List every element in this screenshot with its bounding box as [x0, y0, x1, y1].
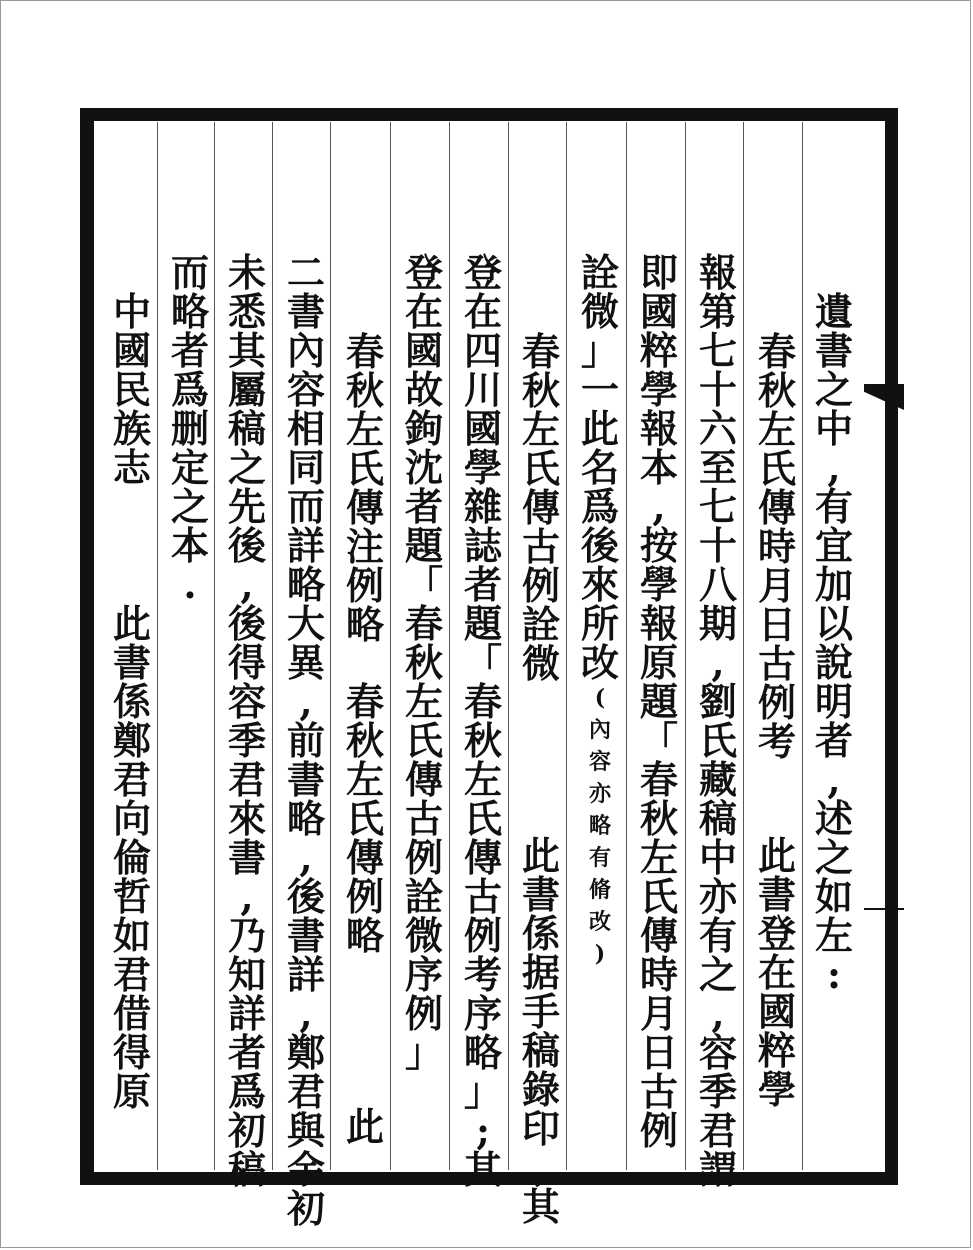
glyph: 例 — [757, 680, 796, 725]
glyph: 報 — [639, 601, 678, 646]
glyph: 之 — [814, 367, 853, 412]
text-column — [690, 250, 746, 1192]
glyph: 者 — [814, 718, 853, 763]
glyph: 氏 — [404, 718, 443, 763]
glyph: 中 — [698, 835, 737, 880]
glyph: 古 — [521, 524, 560, 569]
glyph: 如 — [814, 874, 853, 919]
glyph: 「 — [404, 562, 443, 607]
glyph: 鉤 — [404, 406, 443, 451]
text-column — [278, 250, 334, 1231]
text-column — [396, 250, 452, 1075]
glyph: 十 — [698, 523, 737, 568]
text-column — [219, 250, 275, 1192]
glyph: 左 — [521, 407, 560, 452]
glyph: 左 — [345, 407, 384, 452]
glyph: 例 — [639, 1108, 678, 1153]
glyph: 爲 — [227, 1069, 266, 1114]
glyph: 後 — [227, 523, 266, 568]
glyph: 述 — [814, 796, 853, 841]
text-column — [749, 833, 805, 1112]
glyph: 氏 — [345, 446, 384, 491]
glyph: 此 — [521, 833, 560, 878]
glyph: 春 — [404, 601, 443, 646]
glyph: 一 — [580, 367, 619, 412]
glyph: 書 — [814, 328, 853, 373]
glyph: 劉 — [698, 679, 737, 724]
glyph: 藏 — [698, 757, 737, 802]
glyph: 脩 — [588, 877, 611, 903]
glyph: 有 — [588, 845, 611, 871]
glyph: 左 — [757, 407, 796, 452]
glyph: 時 — [639, 952, 678, 997]
text-column — [162, 250, 218, 607]
glyph: , — [299, 679, 313, 724]
glyph: 其 — [521, 1184, 560, 1229]
glyph: 題 — [639, 679, 678, 724]
glyph: 稿 — [698, 796, 737, 841]
glyph: 鄭 — [112, 718, 151, 763]
glyph: , — [240, 562, 254, 607]
glyph: 微 — [580, 289, 619, 334]
glyph: 氏 — [698, 718, 737, 763]
glyph: 余 — [286, 1147, 325, 1192]
glyph: 詳 — [227, 991, 266, 1036]
glyph: 之 — [227, 445, 266, 490]
glyph: 期 — [698, 601, 737, 646]
glyph: 中 — [814, 406, 853, 451]
glyph: 君 — [112, 757, 151, 802]
glyph: 容 — [698, 1030, 737, 1075]
glyph: 此 — [112, 601, 151, 646]
glyph: 學 — [757, 1067, 796, 1112]
glyph: 傳 — [404, 757, 443, 802]
glyph: 沈 — [404, 445, 443, 490]
glyph: 傳 — [345, 485, 384, 530]
glyph: 秋 — [345, 718, 384, 763]
glyph: 」 — [404, 1030, 443, 1075]
glyph: 此 — [345, 1104, 384, 1149]
glyph: 宜 — [814, 523, 853, 568]
text-column — [104, 601, 160, 1114]
glyph: 之 — [814, 835, 853, 880]
glyph: 略 — [588, 813, 611, 839]
glyph: 亦 — [698, 874, 737, 919]
glyph: 詳 — [286, 523, 325, 568]
glyph: 序 — [404, 952, 443, 997]
glyph: 者 — [404, 484, 443, 529]
glyph: 前 — [286, 718, 325, 763]
glyph: 左 — [814, 913, 853, 958]
glyph: 傳 — [757, 485, 796, 530]
glyph: 有 — [814, 484, 853, 529]
text-column — [337, 329, 393, 647]
glyph: 考 — [757, 719, 796, 764]
glyph: . — [183, 562, 197, 607]
glyph: 時 — [757, 524, 796, 569]
glyph: 明 — [814, 679, 853, 724]
glyph: 初 — [286, 1186, 325, 1231]
text-column — [455, 250, 511, 1192]
glyph: 在 — [463, 289, 502, 334]
glyph: 秋 — [757, 368, 796, 413]
glyph: 者 — [170, 328, 209, 373]
glyph: 誌 — [463, 523, 502, 568]
glyph: 八 — [698, 562, 737, 607]
glyph: , — [299, 991, 313, 1036]
glyph: 左 — [639, 835, 678, 880]
glyph: 鄭 — [286, 1030, 325, 1075]
glyph: 相 — [286, 406, 325, 451]
glyph: 稿 — [227, 406, 266, 451]
glyph: 改 — [580, 640, 619, 685]
glyph: 改 — [588, 909, 611, 935]
glyph: 亦 — [588, 781, 611, 807]
glyph: 君 — [698, 1108, 737, 1153]
glyph: 考 — [463, 952, 502, 997]
glyph: 君 — [286, 1069, 325, 1114]
glyph: 据 — [521, 950, 560, 995]
glyph: 秋 — [463, 718, 502, 763]
glyph: 左 — [463, 757, 502, 802]
glyph: 容 — [286, 367, 325, 412]
glyph: 之 — [698, 952, 737, 997]
glyph: 初 — [227, 1108, 266, 1153]
glyph: 」 — [580, 328, 619, 373]
frame-notch-bottom — [864, 908, 904, 930]
glyph: 手 — [521, 989, 560, 1034]
glyph: 粹 — [757, 1028, 796, 1073]
glyph: 中 — [112, 289, 151, 334]
glyph: 容 — [588, 749, 611, 775]
glyph: 本 — [170, 523, 209, 568]
text-column — [337, 679, 393, 958]
glyph: 國 — [463, 406, 502, 451]
glyph: 春 — [639, 757, 678, 802]
glyph: 六 — [698, 406, 737, 451]
glyph: 微 — [521, 641, 560, 686]
glyph: 第 — [698, 289, 737, 334]
text-column — [806, 289, 862, 997]
glyph: 秋 — [521, 368, 560, 413]
glyph: 十 — [698, 367, 737, 412]
glyph: 傳 — [639, 913, 678, 958]
glyph: 倫 — [112, 835, 151, 880]
glyph: 名 — [580, 445, 619, 490]
glyph: 秋 — [404, 640, 443, 685]
glyph: 書 — [286, 289, 325, 334]
glyph: 族 — [112, 406, 151, 451]
glyph: 例 — [463, 913, 502, 958]
glyph: 古 — [639, 1069, 678, 1114]
glyph: 在 — [404, 289, 443, 334]
glyph: 國 — [757, 989, 796, 1034]
glyph: 左 — [345, 757, 384, 802]
glyph: 印 — [521, 1106, 560, 1151]
glyph: 內 — [286, 328, 325, 373]
glyph: 秋 — [639, 796, 678, 841]
glyph: 加 — [814, 562, 853, 607]
glyph: 題 — [404, 523, 443, 568]
text-column — [337, 1104, 393, 1149]
glyph: 悉 — [227, 289, 266, 334]
glyph: 登 — [463, 250, 502, 295]
glyph: 書 — [227, 835, 266, 880]
glyph: 者 — [463, 562, 502, 607]
glyph: 删 — [170, 406, 209, 451]
glyph: 按 — [639, 523, 678, 568]
glyph: 「 — [639, 718, 678, 763]
glyph: 例 — [345, 874, 384, 919]
glyph: 登 — [757, 911, 796, 956]
glyph: 春 — [345, 679, 384, 724]
glyph: 先 — [227, 484, 266, 529]
glyph: , — [711, 991, 725, 1036]
glyph: 例 — [345, 563, 384, 608]
glyph: 故 — [404, 367, 443, 412]
column-rule — [390, 122, 391, 1170]
glyph: 國 — [112, 328, 151, 373]
glyph: 「 — [463, 640, 502, 685]
glyph: 同 — [286, 445, 325, 490]
glyph: 書 — [286, 913, 325, 958]
glyph: 注 — [345, 524, 384, 569]
glyph: 係 — [112, 679, 151, 724]
glyph: , — [827, 445, 841, 490]
glyph: 如 — [112, 913, 151, 958]
glyph: 春 — [463, 679, 502, 724]
glyph: 詳 — [286, 952, 325, 997]
glyph: , — [652, 484, 666, 529]
glyph: 即 — [639, 250, 678, 295]
glyph: 爲 — [580, 484, 619, 529]
glyph: 詮 — [580, 250, 619, 295]
glyph: 七 — [698, 484, 737, 529]
glyph: 原 — [112, 1069, 151, 1114]
glyph: 學 — [463, 445, 502, 490]
glyph: 古 — [404, 796, 443, 841]
glyph: 古 — [757, 641, 796, 686]
glyph: 所 — [580, 601, 619, 646]
glyph: 來 — [227, 796, 266, 841]
glyph: 春 — [757, 329, 796, 374]
glyph: 詮 — [404, 874, 443, 919]
glyph: 二 — [286, 250, 325, 295]
glyph: 略 — [170, 289, 209, 334]
glyph: , — [299, 835, 313, 880]
glyph: 未 — [227, 250, 266, 295]
glyph: 後 — [580, 523, 619, 568]
glyph: , — [534, 1145, 548, 1190]
glyph: 略 — [463, 1030, 502, 1075]
glyph: 雜 — [463, 484, 502, 529]
glyph: 後 — [227, 601, 266, 646]
glyph: , — [711, 640, 725, 685]
glyph: 原 — [639, 640, 678, 685]
glyph: 氏 — [639, 874, 678, 919]
text-column — [104, 289, 160, 490]
glyph: 傳 — [521, 485, 560, 530]
glyph: 後 — [286, 874, 325, 919]
glyph: 錄 — [521, 1067, 560, 1112]
glyph: 而 — [286, 484, 325, 529]
glyph: 書 — [286, 757, 325, 802]
glyph: 借 — [112, 991, 151, 1036]
glyph: 知 — [227, 952, 266, 997]
glyph: , — [240, 874, 254, 919]
glyph: 哲 — [112, 874, 151, 919]
glyph: 略 — [286, 796, 325, 841]
glyph: 至 — [698, 445, 737, 490]
glyph: 其 — [227, 328, 266, 373]
text-column — [572, 250, 628, 970]
glyph: 稿 — [521, 1028, 560, 1073]
glyph: ) — [594, 941, 606, 967]
glyph: 君 — [112, 952, 151, 997]
glyph: , — [827, 757, 841, 802]
glyph: 有 — [698, 913, 737, 958]
glyph: 內 — [588, 717, 611, 743]
glyph: 季 — [227, 718, 266, 763]
glyph: 乃 — [227, 913, 266, 958]
glyph: 遺 — [814, 289, 853, 334]
glyph: 之 — [170, 484, 209, 529]
text-column — [631, 250, 687, 1153]
glyph: 此 — [757, 833, 796, 878]
glyph: 秋 — [345, 368, 384, 413]
glyph: 七 — [698, 328, 737, 373]
glyph: 古 — [463, 874, 502, 919]
glyph: 月 — [639, 991, 678, 1036]
glyph: 大 — [286, 601, 325, 646]
glyph: 春 — [521, 329, 560, 374]
glyph: 傳 — [345, 835, 384, 880]
glyph: 本 — [639, 445, 678, 490]
glyph: 川 — [463, 367, 502, 412]
glyph: 」 — [463, 1069, 502, 1114]
text-column — [513, 833, 569, 1229]
glyph: 此 — [580, 406, 619, 451]
glyph: 國 — [404, 328, 443, 373]
glyph: : — [826, 952, 842, 997]
text-column — [749, 329, 805, 764]
glyph: 說 — [814, 640, 853, 685]
glyph: 氏 — [757, 446, 796, 491]
glyph: 而 — [170, 250, 209, 295]
glyph: 例 — [404, 991, 443, 1036]
glyph: 例 — [404, 835, 443, 880]
glyph: 其 — [463, 1147, 502, 1192]
glyph: 季 — [698, 1069, 737, 1114]
glyph: 容 — [227, 679, 266, 724]
glyph: 微 — [404, 913, 443, 958]
glyph: 略 — [345, 602, 384, 647]
glyph: 謂 — [698, 1147, 737, 1192]
glyph: 例 — [521, 563, 560, 608]
glyph: 詮 — [521, 602, 560, 647]
glyph: 與 — [286, 1108, 325, 1153]
glyph: 書 — [112, 640, 151, 685]
glyph: 得 — [112, 1030, 151, 1075]
glyph: 左 — [404, 679, 443, 724]
glyph: 報 — [698, 250, 737, 295]
glyph: 得 — [227, 640, 266, 685]
glyph: 題 — [463, 601, 502, 646]
glyph: 國 — [639, 289, 678, 334]
glyph: 粹 — [639, 328, 678, 373]
glyph: 係 — [521, 911, 560, 956]
glyph: 爲 — [170, 367, 209, 412]
glyph: 氏 — [463, 796, 502, 841]
glyph: 學 — [639, 562, 678, 607]
glyph: 志 — [112, 445, 151, 490]
glyph: 民 — [112, 367, 151, 412]
glyph: 氏 — [345, 796, 384, 841]
glyph: 屬 — [227, 367, 266, 412]
glyph: ( — [594, 685, 606, 711]
glyph: 春 — [345, 329, 384, 374]
glyph: 書 — [521, 872, 560, 917]
glyph: 學 — [639, 367, 678, 412]
glyph: 君 — [227, 757, 266, 802]
glyph: 者 — [227, 1030, 266, 1075]
glyph: 略 — [286, 562, 325, 607]
glyph: 略 — [345, 913, 384, 958]
glyph: 向 — [112, 796, 151, 841]
glyph: 定 — [170, 445, 209, 490]
glyph: 月 — [757, 563, 796, 608]
glyph: 序 — [463, 991, 502, 1036]
glyph: 氏 — [521, 446, 560, 491]
glyph: 稿 — [227, 1147, 266, 1192]
glyph: 日 — [639, 1030, 678, 1075]
text-column — [513, 329, 569, 686]
glyph: 在 — [757, 950, 796, 995]
glyph: 登 — [404, 250, 443, 295]
glyph: 書 — [757, 872, 796, 917]
glyph: 來 — [580, 562, 619, 607]
glyph: 傳 — [463, 835, 502, 880]
glyph: 報 — [639, 406, 678, 451]
glyph: 四 — [463, 328, 502, 373]
glyph: ; — [475, 1108, 491, 1153]
glyph: 以 — [814, 601, 853, 646]
glyph: 日 — [757, 602, 796, 647]
glyph: 異 — [286, 640, 325, 685]
